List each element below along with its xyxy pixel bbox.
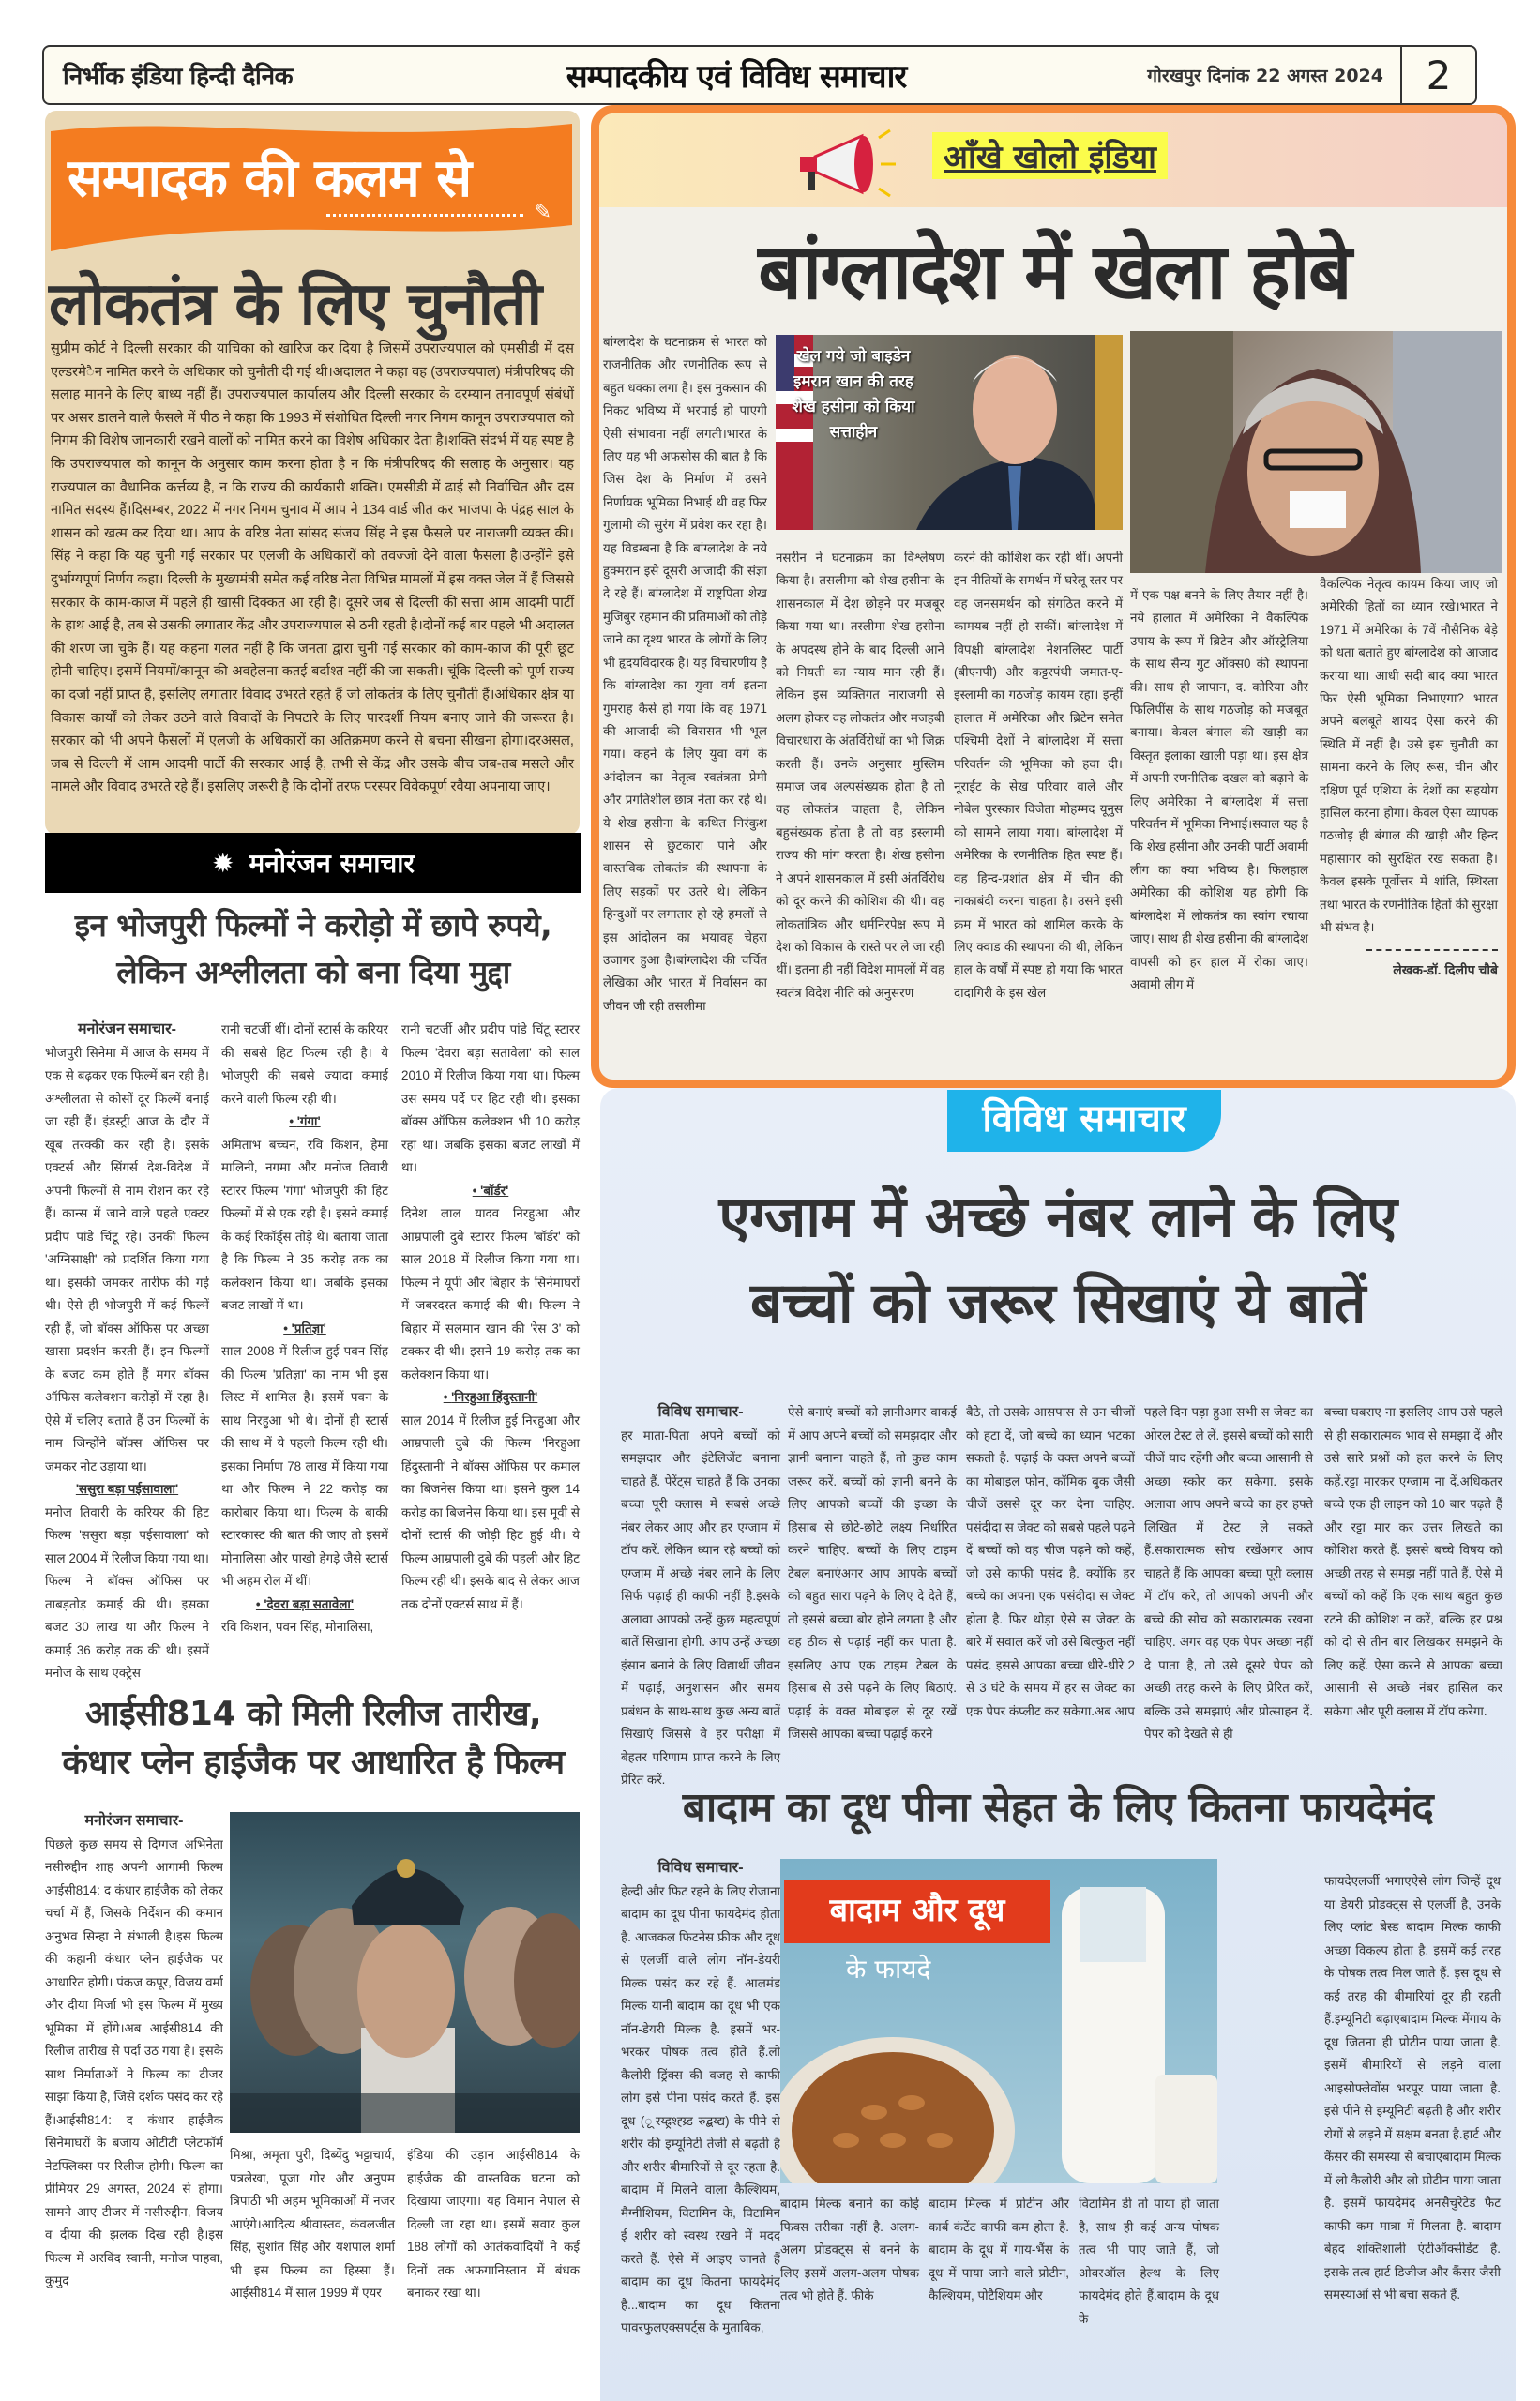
subheading: • 'बॉर्डर': [472, 1183, 509, 1198]
paragraph: हेल्दी और फिट रहने के लिए रोजाना बादाम का दूध पीना फायदेमंद होता है. आजकल फिटनेस फ्रीक और दूध से एलर्जी वाले लोग नॉन-डेयरी मिल्क पसंद कर रहे हैं. आलमंड मिल्क यानी बादाम का दूध भी एक नॉन-डेयरी मिल्क है. इसमें भर-भरकर पोषक तत्व होते हैं.लो कैलोरी ड्रिंक्स की वजह से काफी लोग इसे पीना पसंद करते हैं. इस दूध (◌ृ्रय्ह्र्रश्ह्य्र्ड रुद्बय्द्य) के पीने से शरीर की इम्यूनिटी तेजी से बढ़ती है और शरीर बीमारियों से दूर रहता है. बादाम में मिलने वाला कैल्शियम, मैग्नीशियम, विटामिन के, विटामिन ई शरीर को स्वस्थ रखने में मदद करते हैं. ऐसे में आइए जानते हैं बादाम का दूध कितना फायदेमंद है...बादाम का दूध कितना पावरफुलएक्सपर्ट्स के मुताबिक,: [621, 1883, 780, 2334]
subheading-text: 'देवरा बड़ा सतावेला': [264, 1596, 355, 1611]
article-column: पहले दिन पड़ा हुआ सभी स जेक्ट का ओरल टेस्ट ले लें. इससे बच्चों को सारी चीजें याद रहेंगी और बच्चा आसानी से अच्छा स्कोर कर सकेगा. इसके अलावा आप अपने बच्चे का हर हफ्ते लिखित में टेस्ट ले सकते हैं.सकारात्मक सोच रखेंअगर आप चाहते हैं कि आपका बच्चा पूरी क्लास में टॉप करे, तो आपको अपनी और बच्चे की सोच को सकारात्मक रखना चाहिए. अगर वह एक पेपर अच्छा नहीं दे पाता है, तो उसे दूसरे पेपर को अच्छी तरह करने के लिए प्रेरित करें, बल्कि उसे समझाएं और प्रोत्साहन दें. पेपर को देखते से ही: [1144, 1405, 1313, 1741]
editorial-body: सुप्रीम कोर्ट ने दिल्ली सरकार की याचिका को खारिज कर दिया है जिसमें उपराज्यपाल को एमसीडी में दस एल्डरमे◌ैन नामित करने के अधिकार को चुनौती दी गई थी।अदालत ने कहा वह (उपराज्यपाल) मंत्रीपरिषद की सलाह मानने के लिए बाध्य नहीं हैं। उपराज्यपाल कार्यालय और दिल्ली सरकार के दरम्यान तनावपूर्ण संबंधों पर असर डालने वाले फैसले में पीठ ने कहा कि 1993 में संशोधित दिल्ली नगर निगम कानून उपराज्यपाल को निगम की विशेष जानकारी रखने वालों को नामित करने का विशेष अधिकार देता है।शक्ति संदर्भ में यह स्पष्ट है कि उपराज्यपाल को कानून के अनुसार काम करना होता है न कि मंत्रीपरिषद की सलाह के अनुसार। यह राज्यपाल का वैधानिक कर्त्तव्य है, न कि राज्य की कार्यकारी शक्ति। एमसीडी में ढाई सौ निर्वाचित और दस नामित सदस्य हैं।दिसम्बर, 2022 में नगर निगम चुनाव में आप ने 134 वार्ड जीत कर भाजपा के पंद्रह साल के शासन को खत्म कर दिया था। आप के वरिष्ठ नेता सांसद संजय सिंह ने इस फैसले पर नाराजगी व्यक्त की। सिंह ने कहा कि यह चुनी गई सरकार पर एलजी के अधिकारों को तवज्जो देने वाला फैसला है।उन्होंने इसे दुर्भाग्यपूर्ण निर्णय कहा। दिल्ली के मुख्यमंत्री समेत कई वरिष्ठ नेता विभिन्न मामलों में इस वक्त जेल में हैं जिससे सरकार के काम-काज में पहले ही खासी दिक्कत आ रही है। दूसरे जब से दिल्ली की सत्ता आम आदमी पार्टी के हाथ आई है, तब से उसकी लगातार केंद्र और उपराज्यपाल से ठनी रहती है।दोनों कई बार पहले भी अदालत की शरण जा चुके हैं। यह कहना गलत नहीं है कि जनता द्वारा चुनी गई सरकार को काम-काज की पूरी छूट होनी चाहिए। इसमें नियमों/कानून की अवहेलना कतई बर्दाश्त नहीं की जा सकती। चूंकि दिल्ली को पूर्ण राज्य का दर्जा नहीं प्राप्त है, इसलिए लगातार विवाद उभरते रहते हैं जो लोकतंत्र के लिए चुनौती हैं।अधिकार क्षेत्र या विकास कार्यों को लेकर उठने वाले विवादों के निपटारे के लिए पारदर्शी नियम बनाए जाने की जरूरत है। सरकार को भी अपने फैसलों में एलजी के अधिकारों का अतिक्रमण करने से बचना सीखना होगा।दरअसल, जब से दिल्ली में आम आदमी पार्टी की सरकार आई है, तभी से केंद्र और उसके बीच जब-तब मसले और मामले और विवाद उभरते रहे हैं। इसलिए जरूरी है कि दोनों तरफ परस्पर विवेकपूर्ण रवैया अपनाया जाए।: [51, 341, 574, 795]
feature-headline: बांग्लादेश में खेला होबे: [758, 228, 1351, 317]
dotted-line: [326, 214, 523, 217]
hasina-illustration: [1130, 331, 1502, 573]
subheading-text: 'प्रतिज्ञा': [291, 1321, 326, 1336]
exam-headline: [600, 1174, 1516, 1347]
dateline: गोरखपुर दिनांक 22 अगस्त 2024: [1147, 66, 1383, 86]
hasina-photo: [1130, 331, 1502, 573]
article-column: नसरीन ने घटनाक्रम का विश्लेषण किया है। तसलीमा को शेख हसीना के शासनकाल में देश छोड़ने पर मजबूर किया गया था। तस्लीमा शेख हसीना के अपदस्थ होने के बाद दिल्ली आने को नियती का न्याय मान रही हैं। लेकिन इस व्यक्तिगत नाराजगी से अलग होकर वह लोकतंत्र और मजहबी विचारधारा के अंतर्विरोधों का भी जिक्र करती हैं। उनके अनुसार मुस्लिम समाज जब अल्पसंख्यक होता है तो वह लोकतंत्र चाहता है, लेकिन बहुसंख्यक होता है तो वह इस्लामी राज्य की मांग करता है। शेख हसीना ने अपने शासनकाल में इसी अंतर्विरोध को दूर करने की कोशिश की थी। वह लोकतांत्रिक और धर्मनिरपेक्ष रूप में देश को विकास के रास्ते पर ले जा रही थीं। इतना ही नहीं विदेश मामलों में वह स्वतंत्र विदेश नीति को अनुसरण: [776, 551, 944, 1000]
article-column: [221, 1019, 388, 1639]
kicker: विविध समाचार-: [657, 1404, 744, 1420]
article-column: बादाम मिल्क में प्रोटीन और कार्ब कंटेंट काफी कम होता है. बादाम के दूध में गाय-भैंस के दूध में पाया जाने वाले प्रोटीन, कैल्शियम, पोटैशियम और: [929, 2197, 1069, 2303]
article-column: बांग्लादेश के घटनाक्रम से भारत को राजनीतिक और रणनीतिक रूप से बहुत धक्का लगा है। इस नुकसान की निकट भविष्य में भरपाई हो पाएगी ऐसी संभावना नहीं लगती।भारत के लिए यह भी अफसोस की बात है कि जिस देश के निर्माण में उसने निर्णायक भूमिका निभाई थी वह फिर गुलामी की सुरंग में प्रवेश कर रहा है। यह विडम्बना है कि बांग्लादेश के नये हुक्मरान इसे दूसरी आजादी की संज्ञा दे रहे हैं। बांग्लादेश में राष्ट्रपिता शेख मुजिबुर रहमान की प्रतिमाओं को तोड़े जाने का दृश्य भारत के लोगों के लिए भी हृदयविदारक है। यह विचारणीय है कि बांग्लादेश का युवा वर्ग इतना गुमराह कैसे हो गया कि वह 1971 की आजादी की विरासत भी भूल गया। कहने के लिए युवा वर्ग के आंदोलन का नेतृत्व स्वतंत्रता प्रेमी और प्रगतिशील छात्र नेता कर रहे थे। ये शेख हसीना के कथित निरंकुश शासन से छुटकारा पाने और वास्तविक लोकतंत्र की स्थापना के लिए सड़कों पर उतरे थे। लेकिन हिन्दुओं पर लगातार हो रहे हमलों से इस आंदोलन का भयावह चेहरा उजागर हुआ है।बांग्लादेश की चर्चित लेखिका और भारत में निर्वासन का जीवन जी रही तसलीमा: [603, 335, 767, 1013]
headline-line: एग्जाम में अच्छे नंबर लाने के लिए: [718, 1185, 1397, 1250]
paragraph: साल 2008 में रिलीज हुई पवन सिंह की फिल्म 'प्रतिज्ञा' का नाम भी इस लिस्ट में शामिल है। इसमें पवन के साथ निरहुआ भी थे। दोनों ही स्टार्स की साथ में ये पहली फिल्म रही थी। इसका निर्माण 78 लाख में किया गया था और फिल्म ने 22 करोड़ का कारोबार किया था। फिल्म के बाकी स्टारकास्ट की बात की जाए तो इसमें मोनालिसा और पाखी हेगड़े जैसे स्टार्स भी अहम रोल में थीं।: [221, 1344, 388, 1588]
article-column: इंडिया की उड़ान आईसी814 के हाईजैक की वास्तविक घटना को दिखाया जाएगा। यह विमान नेपाल से दिल्ली जा रहा था। इसमें सवार कुल 188 लोगों को आतंकवादियों ने कई दिनों तक अफगानिस्तान में बंधक बनाकर रखा था।: [407, 2148, 580, 2300]
ic814-headline: [45, 1690, 581, 1788]
star-burst-icon: ✹: [212, 847, 234, 879]
paragraph: भोजपुरी सिनेमा में आज के समय में एक से बढ़कर एक फिल्में बन रही है। अश्लीलता से कोसों दूर फिल्में बनाई जा रही हैं। इंडस्ट्री आज के दौर में खूब तरक्की कर रही है। इसके एक्टर्स और सिंगर्स देश-विदेश में अपनी फिल्मों से नाम रोशन कर रहे हैं। कान्स में जाने वाले पहले एक्टर प्रदीप पांडे चिंटू रहे। उनकी फिल्म 'अग्निसाक्षी' को प्रदर्शित किया गया था। इसकी जमकर तारीफ की गई थी। ऐसे ही भोजपुरी में कई फिल्में रही हैं, जो बॉक्स ऑफिस पर अच्छा खासा प्रदर्शन करती हैं। इन फिल्मों के बजट कम होते हैं मगर बॉक्स ऑफिस कलेक्शन करोड़ों में रहा है। ऐसे में चलिए बताते हैं उन फिल्मों के नाम जिन्होंने बॉक्स ऑफिस पर जमकर नोट उड़ाया था।: [45, 1045, 209, 1473]
subheading: • 'गंगा': [289, 1114, 321, 1128]
subheading: • 'निरहुआ हिंदुस्तानी': [443, 1390, 538, 1404]
subheading-text: 'बॉर्डर': [480, 1183, 509, 1198]
ic814-poster-image: [230, 1812, 580, 2133]
article-column: में एक पक्ष बनने के लिए तैयार नहीं है। नये हालात में अमेरिका ने वैकल्पिक उपाय के रूप में ब्रिटेन और ऑस्ट्रेलिया के साथ सैन्य गुट ऑक्स0 की स्थापना की। साथ ही जापान, द. कोरिया और फिलिपींस के साथ गठजोड़ को मजबूत बनाया। केवल बंगाल की खाड़ी का विस्तृत इलाका खाली पड़ा था। इस क्षेत्र में अपनी रणनीतिक दखल को बढ़ाने के लिए अमेरिका ने बांग्लादेश में सत्ता परिवर्तन में भूमिका निभाई।सवाल यह है कि शेख हसीना और उनकी पार्टी अवामी लीग का क्या भविष्य है। फिलहाल अमेरिका की कोशिश यह होगी कि बांग्लादेश में लोकतंत्र का स्वांग रचाया जाए। साथ ही शेख हसीना की बांग्लादेश वापसी को हर हाल में रोका जाए। अवामी लीग में: [1130, 588, 1308, 991]
kicker: मनोरंजन समाचार-: [84, 1813, 184, 1829]
paper-name: निर्भीक इंडिया हिन्दी दैनिक: [63, 63, 294, 91]
entertainment-section-label: मनोरंजन समाचार: [249, 848, 415, 879]
biden-photo: [776, 335, 1123, 530]
almond-milk-image: [780, 1859, 1217, 2183]
headline-line: लेकिन अश्लीलता को बना दिया मुद्दा: [116, 954, 510, 990]
article-column: [621, 1857, 780, 2396]
article-column: बच्चा घबराए ना इसलिए आप उसे पहले से ही सकारात्मक भाव से समझा दें और उसे सारे प्रश्नों को हल करने के लिए कहें.रट्टा मारकर एग्जाम ना दें.अधिकतर बच्चे एक ही लाइन को 10 बार पढ़ते हैं और रट्टा मार कर उत्तर लिखते का कोशिश करते हैं. इससे बच्चे विषय को अच्छी तरह से समझ नहीं पाते हैं. ऐसे में बच्चों को कहें कि एक साथ बहुत कुछ रटने की कोशिश न करें, बल्कि हर प्रश्न को दो से तीन बार लिखकर समझने के लिए कहें. ऐसा करने से आपका बच्चा आसानी से अच्छे नंबर हासिल कर सकेगा और पूरी क्लास में टॉप करेगा.: [1324, 1405, 1502, 1718]
editorial-title: लोकतंत्र के लिए चुनौती: [49, 270, 542, 340]
headline-line: इन भोजपुरी फिल्मों ने करोड़ो में छापे रुपये,: [74, 907, 552, 944]
paragraph: दिनेश लाल यादव निरहुआ और आम्रपाली दुबे स्टारर फिल्म 'बॉर्डर' को साल 2018 में रिलीज किया गया था। फिल्म ने यूपी और बिहार के सिनेमाघरों में जबरदस्त कमाई की थी। फिल्म ने बिहार में सलमान खान की 'रेस 3' को टक्कर दी थी। इसने 19 करोड़ तक का कलेक्शन किया था।: [401, 1206, 580, 1382]
vividh-tag: विविध समाचार: [947, 1090, 1221, 1152]
kicker: मनोरंजन समाचार-: [77, 1021, 177, 1037]
image-label: बादाम और दूध: [784, 1880, 1050, 1943]
poster-illustration: [230, 1812, 580, 2133]
kicker: विविध समाचार-: [657, 1860, 744, 1876]
article-column: [1320, 573, 1498, 981]
subheading: • 'देवरा बड़ा सतावेला': [255, 1596, 355, 1611]
article-column: करने की कोशिश कर रही थीं। अपनी इन नीतियों के समर्थन में घरेलू स्तर पर वह जनसमर्थन को संगठित करने में कामयब नहीं हो सकीं। बांग्लादेश में विपक्षी बांग्लादेश नेशनलिस्ट पार्टी (बीएनपी) और कट्टरपंथी जमात-ए-इस्लामी का गठजोड़ कायम रहा। इन्हीं हालात में अमेरिका और ब्रिटेन समेत पश्चिमी देशों ने बांग्लादेश में सत्ता परिवर्तन की भूमिका को हवा दी। नूराईट के सेख परिवार वाले और नोबेल पुरस्कार विजेता मोहम्मद यूनुस को सामने लाया गया। बांग्लादेश में अमेरिका के रणनीतिक हित स्पष्ट हैं।वह हिन्द-प्रशांत क्षेत्र में चीन की नाकाबंदी करना चाहता है। उसने इसी क्रम में भारत को शामिल करके के लिए क्वाड की स्थापना की थी, लेकिन हाल के वर्षों में स्पष्ट हो गया कि भारत दादागिरी के इस खेल: [954, 551, 1123, 1000]
article-column: बैठे, तो उसके आसपास से उन चीजों को हटा दें, जो बच्चे का ध्यान भटका सकती है. पढ़ाई के वक्त अपने बच्चों का मोबाइल फोन, कॉमिक बुक जैसी चीजें उससे दूर कर देना चाहिए. पसंदीदा स जेक्ट को सबसे पहले पढ़ने दें बच्चों को वह चीज पढ़ने को कहें, जो उसे काफी पसंद है. क्योंकि हर बच्चे का अपना एक पसंदीदा स जेक्ट होता है. फिर थोड़ा ऐसे स जेक्ट के बारे में सवाल करें जो उसे बिल्कुल नहीं पसंद. इससे आपका बच्चा धीरे-धीरे 2 से 3 घंटे के समय में हर स जेक्ट का एक पेपर कंप्लीट कर सकेगा.अब आप: [966, 1405, 1135, 1718]
article-column: मिश्रा, अमृता पुरी, दिब्येंदु भट्टाचार्य, पत्रलेखा, पूजा गोर और अनुपम त्रिपाठी भी अहम भूमिकाओं में नजर आएंगे।आदित्य श्रीवास्तव, कंवलजीत सिंह, सुशांत सिंह और यशपाल शर्मा भी इस फिल्म का हिस्सा हैं।आईसी814 में साल 1999 में एयर: [230, 2148, 395, 2300]
headline-line: बच्चों को जरूर सिखाएं ये बातें: [750, 1271, 1366, 1336]
headline-line: आईसी814 को मिली रिलीज तारीख,: [84, 1695, 542, 1733]
pen-icon: ✎: [534, 201, 551, 224]
subheading-text: 'निरहुआ हिंदुस्तानी': [451, 1390, 538, 1404]
author-byline: लेखक-डॉ. दिलीप चौबे: [1393, 961, 1498, 977]
paragraph: पिछले कुछ समय से दिग्गज अभिनेता नसीरुद्दीन शाह अपनी आगामी फिल्म आईसी814: द कंधार हाईजैक को लेकर चर्चा में हैं, जिसके निर्देशन की कमान अनुभव सिन्हा ने संभाली है।इस फिल्म की कहानी कंधार प्लेन हाईजैक पर आधारित होगी। पंकज कपूर, विजय वर्मा और दीया मिर्जा भी इस फिल्म में मुख्य भूमिका में होंगे।अब आईसी814 की रिलीज तारीख से पर्दा उठ गया है। इसके साथ निर्माताओं ने फिल्म का टीजर साझा किया है, जिसे दर्शक पसंद कर रहे हैं।आईसी814: द कंधार हाईजैक सिनेमाघरों के बजाय ओटीटी प्लेटफॉर्म नेटफ्लिक्स पर रिलीज होगी। फिल्म का प्रीमियर 29 अगस्त, 2024 से होगा।सामने आए टीजर में नसीरुद्दीन, विजय व दीया की झलक दिख रही है।इस फिल्म में अरविंद स्वामी, मनोज पाहवा, कुमुद: [45, 1836, 223, 2288]
feature-box: [591, 105, 1516, 1088]
article-column: [621, 1401, 780, 1792]
article-column: [45, 1019, 209, 1685]
entertainment-section-bar: [45, 833, 581, 893]
article-column: ऐसे बनाएं बच्चों को ज्ञानीअगर वाकई में आप अपने बच्चों को समझदार और ज्ञानी बनाना चाहते हैं, तो कुछ काम जरूर करें. बच्चों को ज्ञानी बनने के लिए आपको बच्चों की इच्छा के हिसाब से छोटे-छोटे लक्ष्य निर्धारित करने चाहिए. बच्चों के लिए टाइम टेबल बनाएंअगर आप आपके बच्चों को बहुत सारा पढ़ने के लिए दे देते हैं, तो इससे बच्चा बोर होने लगता है और वह ठीक से पढ़ाई नहीं कर पाता है. इसलिए आप एक टाइम टेबल के हिसाब से उसे पढ़ने के लिए बिठाएं. पढ़ाई के वक्त मोबाइल से दूर रखें जिससे आपका बच्चा पढ़ाई करने: [788, 1405, 957, 1741]
article-column: फायदेएलर्जी भगाएऐसे लोग जिन्हें दूध या डेयरी प्रोडक्ट्स से एलर्जी है, उनके लिए प्लांट बेस्ड बादाम मिल्क काफी अच्छा विकल्प होता है. इसमें कई तरह के पोषक तत्व मिल जाते हैं. इस दूध से कई तरह की बीमारियां दूर ही रहती हैं.इम्यूनिटी बढ़ाएबादाम मिल्क मेंगाय के दूध जितना ही प्रोटीन पाया जाता है. इसमें बीमारियों से लड़ने वाला आइसोफ्लेवोंस भरपूर पाया जाता है. इसे पीने से इम्यूनिटी बढ़ती है और शरीर रोगों से लड़ने में सक्षम बनता है.हार्ट और कैंसर की समस्या से बचाएबादाम मिल्क में लो कैलोरी और लो प्रोटीन पाया जाता है. इसमें फायदेमंद अनसैचुरेटेड फैट काफी कम मात्रा में मिलता है. बादाम बेहद शक्तिशाली एंटीऑक्सीडेंट है. इसके तत्व हार्ट डिजीज और कैंसर जैसी समस्याओं से भी बचा सकते हैं.: [1324, 1874, 1501, 2302]
paragraph: मनोज तिवारी के करियर की हिट फिल्म 'ससुरा बड़ा पईसावाला' को साल 2004 में रिलीज किया गया था। फिल्म ने बॉक्स ऑफिस पर ताबड़तोड़ कमाई की थी। इसका बजट 30 लाख था और फिल्म ने कमाई 36 करोड़ तक की थी। इसमें मनोज के साथ एक्ट्रेस: [45, 1504, 209, 1680]
article-column: [45, 1810, 223, 2392]
paragraph: रानी चटर्जी थीं। दोनों स्टार्स के करियर की सबसे हिट फिल्म रही है। ये भोजपुरी की सबसे ज्यादा कमाई करने वाली फिल्म रही थी।: [221, 1022, 388, 1106]
article-column: विटामिन डी तो पाया ही जाता है, साथ ही कई अन्य पोषक तत्व भी पाए जाते हैं, जो ओवरऑल हेल्थ के लिए फायदेमंद होते हैं.बादाम के दूध के: [1079, 2197, 1219, 2326]
editorial-banner: सम्पादक की कलम से: [68, 148, 472, 209]
photo-caption: खेल गये जो बाइडेन इमरान खान की तरह शेख हसीना को किया सत्ताहीन: [792, 347, 915, 442]
section-title: सम्पादकीय एवं विविध समाचार: [566, 58, 907, 96]
article-column: बादाम मिल्क बनाने का कोई फिक्स तरीका नहीं है. अलग-अलग प्रोडक्ट्स से बनने के लिए इसमें अलग-अलग पोषक तत्व भी होते हैं. फीके: [780, 2197, 919, 2303]
paragraph: हर माता-पिता अपने बच्चों को समझदार और इंटेलिजेंट बनाना चाहते हैं. पेरेंट्स चाहते हैं कि उनका बच्चा पूरी क्लास में सबसे अच्छे नंबर लेकर आए और हर एग्जाम में टॉप करें. लेकिन ध्यान रहे बच्चों को एग्जाम में अच्छे नंबर लाने के लिए सिर्फ पढ़ाई ही काफी नहीं है.इसके अलावा आपको उन्हें कुछ महत्वपूर्ण बातें सिखाना होगी. आप उन्हें अच्छा इंसान बनाने के लिए विद्यार्थी जीवन में पढ़ाई, अनुशासन और समय प्रबंधन के साथ-साथ कुछ अन्य बातें सिखाएं जिससे वे हर परीक्षा में बेहतर परिणाम प्राप्त करने के लिए प्रेरित करें.: [621, 1427, 780, 1787]
subheading-text: 'गंगा': [296, 1114, 321, 1128]
headline-line: कंधार प्लेन हाईजैक पर आधारित है फिल्म: [62, 1744, 565, 1782]
feature-label: आँखे खोलो इंडिया: [932, 132, 1168, 179]
article-column: [401, 1019, 580, 1616]
subheading: • 'प्रतिज्ञा': [283, 1321, 326, 1336]
bhojpuri-headline: [45, 902, 581, 996]
editorial-section: [45, 111, 580, 835]
page-number: 2: [1400, 45, 1475, 105]
subheading: 'ससुरा बड़ा पईसावाला': [75, 1482, 179, 1496]
megaphone-icon: [787, 128, 899, 204]
image-sublabel: के फायदे: [846, 1954, 931, 1985]
paragraph: रवि किशन, पवन सिंह, मोनालिसा,: [221, 1620, 374, 1634]
paragraph: साल 2014 में रिलीज हुई निरहुआ और आम्रपाली दुबे की फिल्म 'निरहुआ हिंदुस्तानी' ने बॉक्स ऑफिस पर कमाल का बिजनेस किया था। इसने कुल 14 करोड़ का बिजनेस किया था। इस मूवी से दोनों स्टार्स की जोड़ी हिट हुई थी। ये फिल्म आम्रपाली दुबे की पहली और हिट फिल्म रही थी। इसके बाद से लेकर आज तक दोनों एक्टर्स साथ में हैं।: [401, 1412, 580, 1611]
paragraph: अमिताभ बच्चन, रवि किशन, हेमा मालिनी, नगमा और मनोज तिवारी स्टारर फिल्म 'गंगा' भोजपुरी की हिट फिल्मों में से एक रही है। इसने कमाई के कई रिकॉर्ड्स तोड़े थे। बताया जाता है कि फिल्म ने 35 करोड़ तक का कलेक्शन किया था। जबकि इसका बजट लाखों में था।: [221, 1137, 388, 1312]
feature-header: [599, 113, 1509, 207]
paragraph: रानी चटर्जी और प्रदीप पांडे चिंटू स्टारर फिल्म 'देवरा बड़ा सतावेला' को साल 2010 में रिलीज किया गया था। फिल्म उस समय पर्दे पर हिट रही थी। इसका बॉक्स ऑफिस कलेक्शन भी 10 करोड़ रहा था। जबकि इसका बजट लाखों में था।: [401, 1022, 580, 1174]
badam-headline: बादाम का दूध पीना सेहत के लिए कितना फायदेमंद: [682, 1784, 1434, 1832]
divider: [1366, 949, 1498, 951]
paragraph: वैकल्पिक नेतृत्व कायम किया जाए जो अमेरिकी हितों का ध्यान रखे।भारत ने 1971 में अमेरिका के 7वें नौसैनिक बेड़े को धता बताते हुए बांग्लादेश को आजाद कराया था। आधी सदी बाद क्या भारत फिर ऐसी भूमिका निभाएगा? भारत अपने बलबूते शायद ऐसा करने की स्थिति में नहीं है। उसे इस चुनौती का सामना करने के लिए रूस, चीन और दक्षिण पूर्व एशिया के देशों का सहयोग हासिल करना होगा। केवल ऐसा व्यापक गठजोड़ ही बंगाल की खाड़ी और हिन्द महासागर को सुरक्षित रख सकता है। केवल इसके पूर्वोत्तर में शांति, स्थिरता तथा भारत के रणनीतिक हितों की सुरक्षा भी संभव है।: [1320, 577, 1498, 935]
masthead: [42, 45, 1477, 105]
